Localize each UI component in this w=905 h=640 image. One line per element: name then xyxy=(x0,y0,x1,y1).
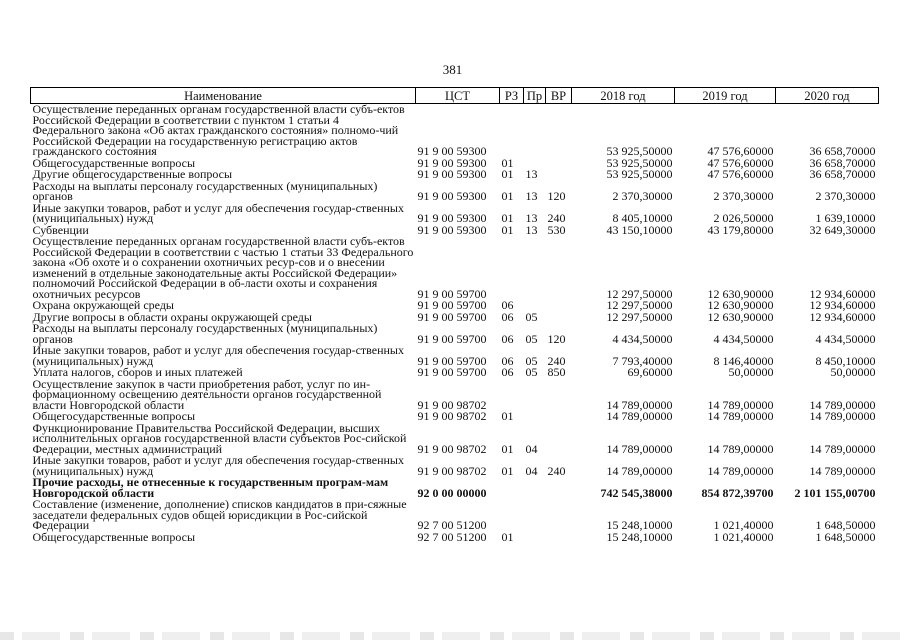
cell-vr: 120 xyxy=(547,189,566,203)
cell-cst: 91 9 00 59700 xyxy=(417,286,487,301)
cell-pr: 05 xyxy=(525,353,538,368)
table-row xyxy=(31,532,879,544)
cell-name: Другие общегосударственные вопросы xyxy=(32,167,233,181)
cell-rz: 01 xyxy=(501,463,514,478)
cell-cst: 91 9 00 59700 xyxy=(417,309,487,324)
cell-2020: 12 934,60000 xyxy=(809,286,876,301)
cell-name: Осуществление переданных органам государственной власти субъ-ектов Российской Федерации в соответствии с пунктом 1 статьи 4 Федерального закона «Об актах гражданского состояния» полномо-чий Российской Федерации на государственную регистрацию актов гражданского состояния xyxy=(32,102,405,158)
cell-pr: 05 xyxy=(525,309,538,324)
cell-pr: 13 xyxy=(525,189,538,203)
cell-2019: 47 576,60000 xyxy=(707,167,774,181)
cell-rz xyxy=(500,104,524,158)
cell-2020: 8 450,10000 xyxy=(815,353,876,368)
page-number: 381 xyxy=(442,62,463,77)
cell-vr: 850 xyxy=(547,365,566,379)
cell-2018: 53 925,50000 xyxy=(606,144,673,158)
cell-name: Охрана окружающей среды xyxy=(32,298,174,312)
cell-2018: 12 297,50000 xyxy=(606,298,673,312)
cell-vr: 120 xyxy=(547,331,566,346)
cell-2018: 4 434,50000 xyxy=(612,331,673,346)
header-cst: ЦСТ xyxy=(416,88,500,104)
cell-vr: 240 xyxy=(547,353,566,368)
cell-name: Расходы на выплаты персоналу государственных (муниципальных) органов xyxy=(32,178,378,203)
cell-vr xyxy=(546,300,572,312)
cell-2018: 12 297,50000 xyxy=(606,309,673,324)
cell-rz: 01 xyxy=(501,167,514,181)
cell-pr: 04 xyxy=(525,463,538,478)
cell-rz: 01 xyxy=(501,441,514,456)
cell-pr xyxy=(524,532,546,544)
header-vr: ВР xyxy=(546,88,572,104)
cell-vr xyxy=(546,423,572,456)
table-row xyxy=(31,203,879,225)
cell-2019: 14 789,00000 xyxy=(707,409,774,423)
cell-2018: 742 545,38000 xyxy=(600,485,673,500)
cell-rz: 01 xyxy=(501,211,514,225)
cell-name: Уплата налогов, сборов и иных платежей xyxy=(32,365,243,379)
table-row xyxy=(31,477,879,499)
cell-2019: 1 021,40000 xyxy=(713,529,774,544)
cell-2019: 14 789,00000 xyxy=(707,441,774,456)
cell-2019: 12 630,90000 xyxy=(707,286,774,301)
cell-vr: 530 xyxy=(547,222,566,237)
cell-rz: 01 xyxy=(501,409,514,423)
cell-rz: 01 xyxy=(501,529,514,544)
cell-cst: 91 9 00 98702 xyxy=(417,441,487,456)
cell-name: Прочие расходы, не отнесенные к государственным програм-мам Новгородской области xyxy=(32,475,389,500)
cell-rz: 06 xyxy=(501,331,514,346)
cell-cst: 91 9 00 59700 xyxy=(417,365,487,379)
cell-rz xyxy=(500,379,524,412)
cell-2020: 2 101 155,00700 xyxy=(794,485,876,500)
header-pr: Пр xyxy=(524,88,546,104)
header-2020: 2020 год xyxy=(776,88,879,104)
cell-cst: 91 9 00 59300 xyxy=(417,211,487,225)
cell-vr xyxy=(546,411,572,423)
cell-2019: 47 576,60000 xyxy=(707,144,774,158)
cell-2018: 14 789,00000 xyxy=(606,441,673,456)
cell-2020: 1 648,50000 xyxy=(815,518,876,532)
header-rz: РЗ xyxy=(500,88,524,104)
cell-pr xyxy=(524,477,546,499)
cell-2020: 32 649,30000 xyxy=(809,222,876,237)
header-name: Наименование xyxy=(31,88,416,104)
cell-2019: 2 370,30000 xyxy=(713,189,774,203)
cell-2019: 47 576,60000 xyxy=(707,155,774,170)
cell-cst: 92 7 00 51200 xyxy=(417,518,487,532)
cell-pr xyxy=(524,236,546,300)
cell-2019: 50,00000 xyxy=(728,365,774,379)
cell-2018: 15 248,10000 xyxy=(606,529,673,544)
cell-vr xyxy=(546,499,572,532)
cell-vr xyxy=(546,312,572,324)
cell-rz xyxy=(500,236,524,300)
cell-rz: 01 xyxy=(501,189,514,203)
cell-rz: 06 xyxy=(501,309,514,324)
cell-vr xyxy=(546,532,572,544)
cell-2019: 14 789,00000 xyxy=(707,397,774,412)
table-row xyxy=(31,323,879,345)
table-row xyxy=(31,455,879,477)
cell-2020: 36 658,70000 xyxy=(809,155,876,170)
cell-vr: 240 xyxy=(547,463,566,478)
table-row xyxy=(31,181,879,203)
cell-vr xyxy=(546,379,572,412)
table-row xyxy=(31,379,879,412)
cell-2019: 12 630,90000 xyxy=(707,298,774,312)
cell-2018: 2 370,30000 xyxy=(612,189,673,203)
cell-cst: 91 9 00 59300 xyxy=(417,189,487,203)
cell-cst: 91 9 00 59700 xyxy=(417,331,487,346)
cell-pr: 13 xyxy=(525,167,538,181)
scan-edge-artifact xyxy=(0,632,905,640)
cell-vr xyxy=(546,104,572,158)
cell-cst: 91 9 00 98702 xyxy=(417,409,487,423)
cell-cst: 92 7 00 51200 xyxy=(417,529,487,544)
cell-2019: 4 434,50000 xyxy=(713,331,774,346)
cell-2020: 1 648,50000 xyxy=(815,529,876,544)
cell-name: Составление (изменение, дополнение) списков кандидатов в при-сяжные заседатели федеральных судов общей юрисдикции в Рос-сийской Федерации xyxy=(32,497,407,532)
cell-name: Иные закупки товаров, работ и услуг для обеспечения государ-ственных (муниципальных) нужд xyxy=(32,453,404,478)
cell-pr xyxy=(524,104,546,158)
cell-cst: 91 9 00 59700 xyxy=(417,298,487,312)
cell-2020: 14 789,00000 xyxy=(809,463,876,478)
cell-2020: 2 370,30000 xyxy=(815,189,876,203)
header-2018: 2018 год xyxy=(572,88,675,104)
cell-cst: 91 9 00 59300 xyxy=(417,222,487,237)
cell-2019: 854 872,39700 xyxy=(701,485,774,500)
cell-cst: 91 9 00 59700 xyxy=(417,353,487,368)
cell-2018: 69,60000 xyxy=(627,365,673,379)
cell-name: Осуществление переданных органам государственной власти субъ-ектов Российской Федерации в соответствии с частью 1 статьи 33 Федерального закона «Об охоте и о сохранении охотничьих ресур-сов и о внесении изменений в отдельные законодательные акты Российской Федерации» полномочий Российской Федерации в об-ласти охоты и сохранения охотничьих ресурсов xyxy=(32,234,414,301)
cell-name: Общегосударственные вопросы xyxy=(32,409,196,423)
table-body xyxy=(31,104,879,544)
cell-2020: 12 934,60000 xyxy=(809,309,876,324)
cell-2019: 12 630,90000 xyxy=(707,309,774,324)
cell-2020: 50,00000 xyxy=(830,365,876,379)
cell-pr xyxy=(524,499,546,532)
cell-2019: 43 179,80000 xyxy=(707,222,774,237)
cell-pr: 05 xyxy=(525,365,538,379)
cell-vr xyxy=(546,158,572,170)
cell-cst: 91 9 00 98702 xyxy=(417,463,487,478)
cell-2018: 7 793,40000 xyxy=(612,353,673,368)
cell-name: Общегосударственные вопросы xyxy=(32,155,196,170)
cell-2018: 15 248,10000 xyxy=(606,518,673,532)
cell-rz xyxy=(500,499,524,532)
cell-rz: 06 xyxy=(501,298,514,312)
cell-pr: 13 xyxy=(525,222,538,237)
cell-name: Функционирование Правительства Российской Федерации, высших исполнительных органов государственной власти субъектов Рос-сийской Федерации, местных администраций xyxy=(32,420,407,456)
cell-cst: 91 9 00 59300 xyxy=(417,144,487,158)
cell-rz: 01 xyxy=(501,222,514,237)
cell-2019: 8 146,40000 xyxy=(713,353,774,368)
cell-name: Другие вопросы в области охраны окружающей среды xyxy=(32,309,312,324)
header-2019: 2019 год xyxy=(675,88,776,104)
cell-name: Осуществление закупок в части приобретения работ, услуг по ин-формационному освещению деятельности органов государственной власти Новгородской области xyxy=(32,376,382,412)
cell-2020: 36 658,70000 xyxy=(809,144,876,158)
cell-2020: 14 789,00000 xyxy=(809,409,876,423)
table-row xyxy=(31,236,879,300)
cell-2018: 8 405,10000 xyxy=(612,211,673,225)
cell-pr xyxy=(524,379,546,412)
cell-2020: 1 639,10000 xyxy=(815,211,876,225)
cell-2018: 14 789,00000 xyxy=(606,397,673,412)
cell-cst: 91 9 00 59300 xyxy=(417,167,487,181)
cell-2020: 12 934,60000 xyxy=(809,298,876,312)
cell-2018: 14 789,00000 xyxy=(606,409,673,423)
cell-name: Общегосударственные вопросы xyxy=(32,529,196,544)
table-row xyxy=(31,104,879,158)
cell-2020: 36 658,70000 xyxy=(809,167,876,181)
cell-rz: 01 xyxy=(501,155,514,170)
cell-2018: 53 925,50000 xyxy=(606,167,673,181)
cell-pr: 05 xyxy=(525,331,538,346)
table-row xyxy=(31,423,879,456)
cell-cst: 92 0 00 00000 xyxy=(417,485,487,500)
cell-cst: 91 9 00 59300 xyxy=(417,155,487,170)
cell-vr xyxy=(546,169,572,181)
table-row xyxy=(31,345,879,367)
cell-name: Субвенции xyxy=(32,222,89,237)
cell-name: Расходы на выплаты персоналу государственных (муниципальных) органов xyxy=(32,321,378,346)
cell-pr xyxy=(524,411,546,423)
cell-vr: 240 xyxy=(547,211,566,225)
cell-2019: 2 026,50000 xyxy=(713,211,774,225)
cell-cst: 91 9 00 98702 xyxy=(417,397,487,412)
cell-2020: 4 434,50000 xyxy=(815,331,876,346)
table-row xyxy=(31,499,879,532)
cell-pr: 04 xyxy=(525,441,538,456)
cell-name: Иные закупки товаров, работ и услуг для обеспечения государ-ственных (муниципальных) нужд xyxy=(32,200,404,225)
cell-2018: 43 150,10000 xyxy=(606,222,673,237)
budget-table xyxy=(30,87,879,543)
cell-vr xyxy=(546,236,572,300)
cell-2020: 14 789,00000 xyxy=(809,397,876,412)
cell-2019: 1 021,40000 xyxy=(713,518,774,532)
cell-rz xyxy=(500,477,524,499)
cell-name: Иные закупки товаров, работ и услуг для обеспечения государ-ственных (муниципальных) нужд xyxy=(32,343,404,368)
cell-2020: 14 789,00000 xyxy=(809,441,876,456)
cell-2018: 14 789,00000 xyxy=(606,463,673,478)
cell-pr: 13 xyxy=(525,211,538,225)
cell-2018: 53 925,50000 xyxy=(606,155,673,170)
cell-2018: 12 297,50000 xyxy=(606,286,673,301)
cell-vr xyxy=(546,477,572,499)
cell-rz: 06 xyxy=(501,365,514,379)
cell-2019: 14 789,00000 xyxy=(707,463,774,478)
cell-rz: 06 xyxy=(501,353,514,368)
